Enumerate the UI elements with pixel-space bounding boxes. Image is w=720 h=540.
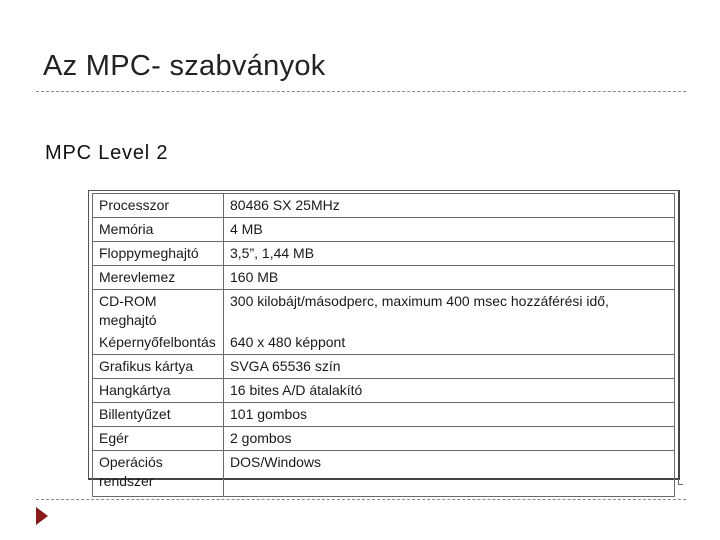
- table-row: [93, 427, 675, 451]
- spec-table: [92, 193, 675, 497]
- play-triangle-icon: [36, 507, 48, 525]
- row-value: 80486 SX 25MHz: [224, 194, 675, 218]
- title-divider: [36, 91, 686, 92]
- table-row: [93, 451, 675, 497]
- row-value: DOS/Windows: [224, 451, 675, 497]
- row-label: Merevlemez: [93, 266, 224, 290]
- row-label: CD-ROM meghajtó: [93, 290, 224, 332]
- spec-table-frame: [88, 190, 680, 489]
- slide-title: Az MPC- szabványok: [43, 50, 326, 82]
- row-label: Hangkártya: [93, 379, 224, 403]
- table-row: [93, 290, 675, 332]
- table-row: [93, 218, 675, 242]
- row-value: 3,5”, 1,44 MB: [224, 242, 675, 266]
- row-label: Billentyűzet: [93, 403, 224, 427]
- table-row: [93, 266, 675, 290]
- footer-divider: [36, 499, 686, 500]
- row-value: 4 MB: [224, 218, 675, 242]
- table-row: [93, 355, 675, 379]
- table-row: [93, 242, 675, 266]
- row-value: 16 bites A/D átalakító: [224, 379, 675, 403]
- table-corner-mark: [678, 479, 683, 485]
- table-row: [93, 331, 675, 355]
- table-row: [93, 403, 675, 427]
- row-value: 300 kilobájt/másodperc, maximum 400 msec hozzáférési idő,: [224, 290, 675, 332]
- row-label: Operációs rendszer: [93, 451, 224, 497]
- slide-subtitle: MPC Level 2: [45, 142, 169, 164]
- row-value: SVGA 65536 szín: [224, 355, 675, 379]
- row-label: Grafikus kártya: [93, 355, 224, 379]
- row-label: Floppymeghajtó: [93, 242, 224, 266]
- row-value: 101 gombos: [224, 403, 675, 427]
- row-value: 2 gombos: [224, 427, 675, 451]
- row-value: 640 x 480 képpont: [224, 331, 675, 355]
- row-label: Képernyőfelbontás: [93, 331, 224, 355]
- row-value: 160 MB: [224, 266, 675, 290]
- row-label: Memória: [93, 218, 224, 242]
- table-row: [93, 194, 675, 218]
- row-label: Processzor: [93, 194, 224, 218]
- table-row: [93, 379, 675, 403]
- row-label: Egér: [93, 427, 224, 451]
